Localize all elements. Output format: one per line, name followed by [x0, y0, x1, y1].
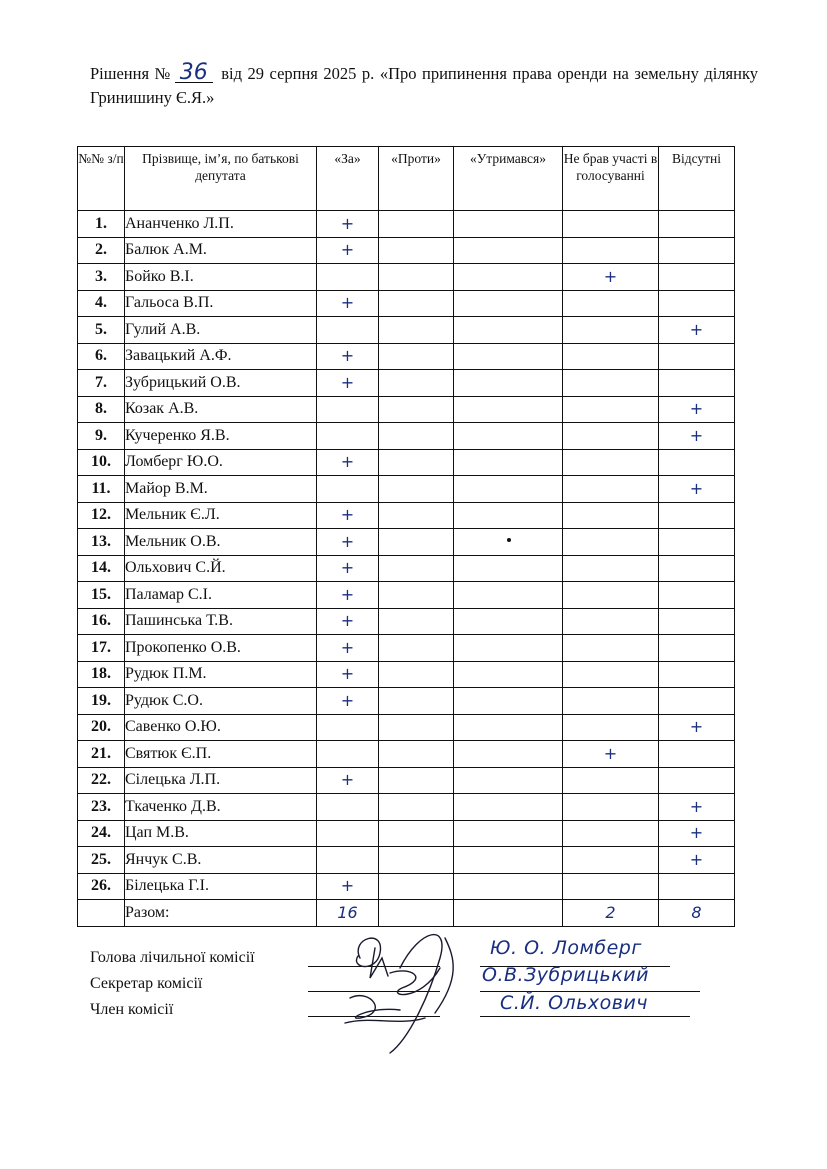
- row-number: 23.: [78, 794, 125, 821]
- vote-cell-proty: [379, 396, 454, 423]
- deputy-name: Гальоса В.П.: [125, 290, 317, 317]
- vote-cell-utrym: [454, 661, 563, 688]
- vote-cell-proty: [379, 317, 454, 344]
- vote-cell-proty: [379, 608, 454, 635]
- table-row: [78, 794, 735, 821]
- vote-cell-utrym: [454, 820, 563, 847]
- vote-cell-proty: [379, 343, 454, 370]
- signature-block: [90, 945, 255, 1023]
- vote-cell-proty: [379, 767, 454, 794]
- row-number: 12.: [78, 502, 125, 529]
- deputy-name: Козак А.В.: [125, 396, 317, 423]
- vote-cell-za: +: [317, 608, 379, 635]
- vote-cell-proty: [379, 820, 454, 847]
- table-row: [78, 635, 735, 662]
- total-za: 16: [317, 900, 379, 927]
- vote-cell-vidsutni: [659, 237, 735, 264]
- vote-cell-utrym: [454, 370, 563, 397]
- vote-cell-utrym: [454, 290, 563, 317]
- vote-cell-ne-brav: +: [563, 741, 659, 768]
- vote-cell-vidsutni: [659, 582, 735, 609]
- vote-cell-za: [317, 741, 379, 768]
- vote-cell-za: [317, 820, 379, 847]
- table-row: [78, 237, 735, 264]
- vote-cell-proty: [379, 635, 454, 662]
- vote-cell-utrym: [454, 476, 563, 503]
- vote-cell-vidsutni: [659, 343, 735, 370]
- vote-cell-ne-brav: [563, 211, 659, 238]
- vote-cell-utrym: [454, 767, 563, 794]
- vote-cell-ne-brav: [563, 820, 659, 847]
- deputy-name: Кучеренко Я.В.: [125, 423, 317, 450]
- col-header-ne-brav: Не брав участі в голосуванні: [563, 147, 659, 211]
- vote-cell-ne-brav: [563, 396, 659, 423]
- row-number: 5.: [78, 317, 125, 344]
- vote-cell-proty: [379, 423, 454, 450]
- vote-cell-proty: [379, 555, 454, 582]
- col-header-utrymavsia: «Утримався»: [454, 147, 563, 211]
- vote-cell-utrym: [454, 237, 563, 264]
- table-row: [78, 211, 735, 238]
- table-row: [78, 582, 735, 609]
- vote-cell-za: +: [317, 370, 379, 397]
- vote-cell-proty: [379, 582, 454, 609]
- vote-cell-vidsutni: [659, 688, 735, 715]
- vote-cell-za: [317, 396, 379, 423]
- vote-cell-vidsutni: +: [659, 820, 735, 847]
- total-ne-brav: 2: [563, 900, 659, 927]
- vote-cell-vidsutni: [659, 211, 735, 238]
- vote-cell-proty: [379, 794, 454, 821]
- deputy-name: Майор В.М.: [125, 476, 317, 503]
- table-row: [78, 714, 735, 741]
- row-number: 14.: [78, 555, 125, 582]
- vote-cell-ne-brav: [563, 794, 659, 821]
- deputy-name: Рудюк П.М.: [125, 661, 317, 688]
- deputy-name: Бойко В.І.: [125, 264, 317, 291]
- col-header-vidsutni: Відсутні: [659, 147, 735, 211]
- row-number: 24.: [78, 820, 125, 847]
- deputy-name: Савенко О.Ю.: [125, 714, 317, 741]
- vote-cell-utrym: [454, 211, 563, 238]
- vote-cell-ne-brav: [563, 476, 659, 503]
- row-number: 19.: [78, 688, 125, 715]
- vote-cell-utrym: [454, 635, 563, 662]
- voting-table: [77, 146, 735, 927]
- deputy-name: Зубрицький О.В.: [125, 370, 317, 397]
- vote-cell-ne-brav: [563, 767, 659, 794]
- row-number: 1.: [78, 211, 125, 238]
- decision-title: від 29 серпня 2025 р. «Про припинення права оренди на земельну ділянку Гринишину Є.Я.»: [90, 64, 759, 107]
- deputy-name: Святюк Є.П.: [125, 741, 317, 768]
- vote-cell-ne-brav: [563, 290, 659, 317]
- vote-cell-za: [317, 847, 379, 874]
- vote-cell-ne-brav: [563, 370, 659, 397]
- vote-cell-za: +: [317, 688, 379, 715]
- vote-cell-vidsutni: [659, 264, 735, 291]
- vote-cell-ne-brav: [563, 847, 659, 874]
- row-number: 26.: [78, 873, 125, 900]
- table-row: [78, 661, 735, 688]
- vote-cell-za: +: [317, 237, 379, 264]
- vote-cell-za: +: [317, 211, 379, 238]
- table-row: [78, 423, 735, 450]
- vote-cell-vidsutni: [659, 529, 735, 556]
- vote-cell-za: +: [317, 873, 379, 900]
- vote-cell-ne-brav: [563, 582, 659, 609]
- vote-cell-vidsutni: [659, 608, 735, 635]
- vote-cell-ne-brav: [563, 502, 659, 529]
- deputy-name: Янчук С.В.: [125, 847, 317, 874]
- row-number: 8.: [78, 396, 125, 423]
- deputy-name: Паламар С.І.: [125, 582, 317, 609]
- vote-cell-vidsutni: [659, 502, 735, 529]
- deputy-name: Балюк А.М.: [125, 237, 317, 264]
- vote-cell-vidsutni: [659, 635, 735, 662]
- vote-cell-vidsutni: +: [659, 423, 735, 450]
- vote-cell-utrym: [454, 423, 563, 450]
- name-secretary: О.В.Зубрицький: [482, 964, 649, 986]
- vote-cell-za: +: [317, 767, 379, 794]
- vote-cell-utrym: [454, 608, 563, 635]
- vote-cell-proty: [379, 714, 454, 741]
- vote-cell-utrym: [454, 449, 563, 476]
- col-header-name: Прізвище, ім’я, по батькові депутата: [125, 147, 317, 211]
- table-row: [78, 317, 735, 344]
- vote-cell-za: +: [317, 502, 379, 529]
- deputy-name: Гулий А.В.: [125, 317, 317, 344]
- deputy-name: Мельник О.В.: [125, 529, 317, 556]
- name-member: С.Й. Ольхович: [500, 992, 649, 1014]
- vote-cell-utrym: [454, 264, 563, 291]
- vote-cell-za: [317, 317, 379, 344]
- table-row: [78, 688, 735, 715]
- vote-cell-za: [317, 794, 379, 821]
- vote-cell-proty: [379, 264, 454, 291]
- table-row: [78, 555, 735, 582]
- deputy-name: Цап М.В.: [125, 820, 317, 847]
- vote-cell-ne-brav: [563, 449, 659, 476]
- row-number: 3.: [78, 264, 125, 291]
- table-row: [78, 741, 735, 768]
- vote-cell-vidsutni: +: [659, 317, 735, 344]
- vote-cell-za: +: [317, 529, 379, 556]
- vote-cell-proty: [379, 661, 454, 688]
- table-row: [78, 608, 735, 635]
- vote-cell-vidsutni: [659, 449, 735, 476]
- vote-cell-za: +: [317, 635, 379, 662]
- vote-cell-vidsutni: +: [659, 847, 735, 874]
- deputy-name: Білецька Г.І.: [125, 873, 317, 900]
- table-row: [78, 343, 735, 370]
- vote-cell-proty: [379, 688, 454, 715]
- role-member: Член комісії: [90, 1001, 174, 1018]
- table-row: [78, 449, 735, 476]
- vote-cell-za: [317, 476, 379, 503]
- vote-cell-za: +: [317, 449, 379, 476]
- table-row: [78, 370, 735, 397]
- vote-cell-za: [317, 714, 379, 741]
- vote-cell-utrym: [454, 582, 563, 609]
- vote-cell-vidsutni: [659, 767, 735, 794]
- vote-cell-ne-brav: [563, 688, 659, 715]
- decision-number: 36: [175, 64, 213, 83]
- name-chair: Ю. О. Ломберг: [490, 937, 642, 959]
- vote-cell-za: +: [317, 582, 379, 609]
- vote-cell-vidsutni: [659, 873, 735, 900]
- deputy-name: Прокопенко О.В.: [125, 635, 317, 662]
- ink-dot: [507, 538, 511, 542]
- vote-cell-utrym: [454, 396, 563, 423]
- table-row: [78, 767, 735, 794]
- row-number: 25.: [78, 847, 125, 874]
- vote-cell-utrym: [454, 873, 563, 900]
- vote-cell-utrym: [454, 741, 563, 768]
- vote-cell-vidsutni: [659, 370, 735, 397]
- vote-cell-ne-brav: [563, 661, 659, 688]
- vote-cell-ne-brav: +: [563, 264, 659, 291]
- handwritten-signature: [330, 918, 490, 1058]
- table-row: [78, 873, 735, 900]
- vote-cell-vidsutni: [659, 555, 735, 582]
- vote-cell-utrym: [454, 502, 563, 529]
- vote-cell-vidsutni: [659, 290, 735, 317]
- vote-cell-vidsutni: [659, 741, 735, 768]
- total-vidsutni: 8: [659, 900, 735, 927]
- row-number: 17.: [78, 635, 125, 662]
- decision-prefix: Рішення №: [90, 64, 172, 83]
- vote-cell-utrym: [454, 714, 563, 741]
- vote-cell-proty: [379, 237, 454, 264]
- vote-cell-utrym: [454, 317, 563, 344]
- deputy-name: Рудюк С.О.: [125, 688, 317, 715]
- deputy-name: Сілецька Л.П.: [125, 767, 317, 794]
- vote-cell-vidsutni: +: [659, 476, 735, 503]
- table-row: [78, 396, 735, 423]
- table-row: [78, 529, 735, 556]
- document-header: [90, 62, 758, 110]
- col-header-proty: «Проти»: [379, 147, 454, 211]
- vote-cell-za: +: [317, 343, 379, 370]
- vote-cell-proty: [379, 529, 454, 556]
- row-number: 2.: [78, 237, 125, 264]
- deputy-name: Ананченко Л.П.: [125, 211, 317, 238]
- table-row: [78, 264, 735, 291]
- row-number: 18.: [78, 661, 125, 688]
- row-number: 9.: [78, 423, 125, 450]
- deputy-name: Ткаченко Д.В.: [125, 794, 317, 821]
- vote-cell-za: +: [317, 661, 379, 688]
- vote-cell-ne-brav: [563, 317, 659, 344]
- name-line-member: [480, 1016, 690, 1017]
- vote-cell-za: [317, 423, 379, 450]
- deputy-name: Пашинська Т.В.: [125, 608, 317, 635]
- row-number: 4.: [78, 290, 125, 317]
- row-number: 6.: [78, 343, 125, 370]
- row-number: 13.: [78, 529, 125, 556]
- vote-cell-ne-brav: [563, 635, 659, 662]
- row-number: 7.: [78, 370, 125, 397]
- total-label: Разом:: [125, 900, 317, 927]
- vote-cell-utrym: [454, 555, 563, 582]
- row-number: 16.: [78, 608, 125, 635]
- vote-cell-za: [317, 264, 379, 291]
- vote-cell-vidsutni: +: [659, 396, 735, 423]
- row-number: 15.: [78, 582, 125, 609]
- table-row: [78, 290, 735, 317]
- row-number: 22.: [78, 767, 125, 794]
- row-number: 10.: [78, 449, 125, 476]
- role-secretary: Секретар комісії: [90, 975, 203, 992]
- table-row: [78, 502, 735, 529]
- vote-cell-proty: [379, 873, 454, 900]
- vote-cell-utrym: [454, 847, 563, 874]
- vote-cell-vidsutni: [659, 661, 735, 688]
- vote-cell-ne-brav: [563, 714, 659, 741]
- vote-cell-ne-brav: [563, 873, 659, 900]
- vote-cell-vidsutni: +: [659, 714, 735, 741]
- vote-cell-vidsutni: +: [659, 794, 735, 821]
- vote-cell-ne-brav: [563, 555, 659, 582]
- vote-cell-proty: [379, 502, 454, 529]
- row-number: 21.: [78, 741, 125, 768]
- row-number: 11.: [78, 476, 125, 503]
- vote-cell-proty: [379, 476, 454, 503]
- vote-cell-ne-brav: [563, 423, 659, 450]
- table-row: [78, 820, 735, 847]
- vote-cell-proty: [379, 449, 454, 476]
- table-row: [78, 476, 735, 503]
- col-header-number: №№ з/п: [78, 147, 125, 211]
- table-row: [78, 847, 735, 874]
- vote-cell-utrym: [454, 794, 563, 821]
- vote-cell-ne-brav: [563, 529, 659, 556]
- vote-cell-proty: [379, 370, 454, 397]
- vote-cell-proty: [379, 211, 454, 238]
- role-chair: Голова лічильної комісії: [90, 949, 255, 966]
- vote-cell-ne-brav: [563, 343, 659, 370]
- vote-cell-za: +: [317, 290, 379, 317]
- deputy-name: Мельник Є.Л.: [125, 502, 317, 529]
- vote-cell-utrym: [454, 343, 563, 370]
- deputy-name: Ольхович С.Й.: [125, 555, 317, 582]
- deputy-name: Ломберг Ю.О.: [125, 449, 317, 476]
- vote-cell-ne-brav: [563, 608, 659, 635]
- vote-cell-utrym: [454, 688, 563, 715]
- row-number: 20.: [78, 714, 125, 741]
- deputy-name: Завацький А.Ф.: [125, 343, 317, 370]
- voting-table-body: [78, 211, 735, 900]
- vote-cell-proty: [379, 741, 454, 768]
- vote-cell-ne-brav: [563, 237, 659, 264]
- vote-cell-proty: [379, 290, 454, 317]
- vote-cell-proty: [379, 847, 454, 874]
- col-header-za: «За»: [317, 147, 379, 211]
- vote-cell-za: +: [317, 555, 379, 582]
